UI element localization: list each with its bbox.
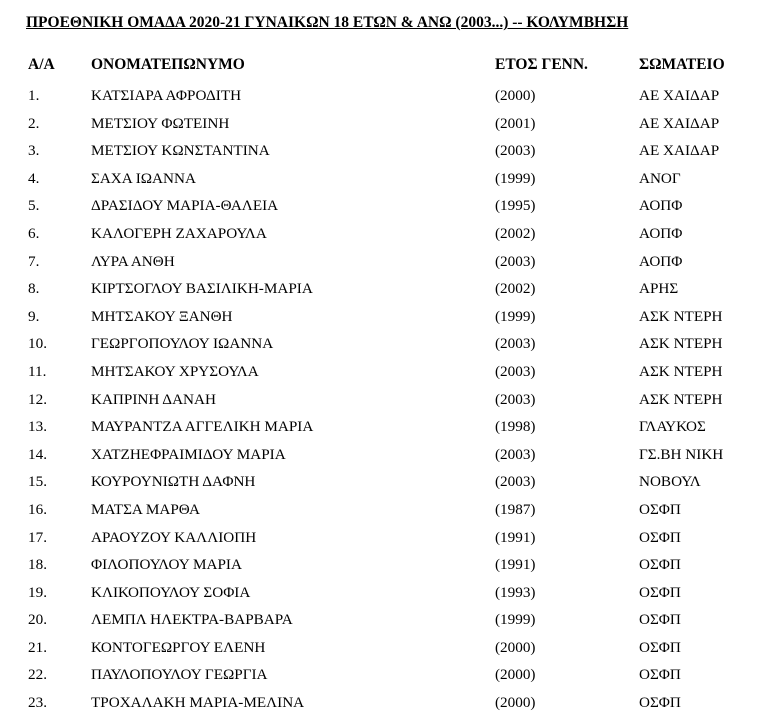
row-number: 7.: [28, 252, 40, 270]
club-name: ΑΣΚ ΝΤΕΡΗ: [639, 335, 723, 353]
birth-year: (2001): [495, 114, 536, 132]
column-header-club: ΣΩΜΑΤΕΙΟ: [639, 56, 725, 73]
athlete-name: ΜΕΤΣΙΟΥ ΚΩΝΣΤΑΝΤΙΝΑ: [91, 142, 270, 160]
column-header-year: ΕΤΟΣ ΓΕΝΝ.: [495, 56, 588, 73]
athlete-name: ΚΙΡΤΣΟΓΛΟΥ ΒΑΣΙΛΙΚΗ-ΜΑΡΙΑ: [91, 280, 313, 298]
row-number: 10.: [28, 335, 47, 353]
row-number: 6.: [28, 224, 40, 242]
birth-year: (2003): [495, 473, 536, 491]
athlete-name: ΚΑΤΣΙΑΡΑ ΑΦΡΟΔΙΤΗ: [91, 87, 242, 104]
club-name: ΑΟΠΦ: [639, 252, 683, 270]
athlete-table-body: [0, 87, 768, 722]
athlete-name: ΜΗΤΣΑΚΟΥ ΞΑΝΘΗ: [91, 307, 233, 325]
club-name: ΟΣΦΠ: [639, 666, 681, 684]
table-row: [0, 446, 768, 474]
club-name: ΓΛΑΥΚΟΣ: [639, 418, 706, 436]
birth-year: (2000): [495, 694, 536, 712]
athlete-name: ΚΑΛΟΓΕΡΗ ΖΑΧΑΡΟΥΛΑ: [91, 224, 267, 242]
table-row: [0, 584, 768, 612]
row-number: 20.: [28, 611, 47, 629]
club-name: ΑΣΚ ΝΤΕΡΗ: [639, 362, 723, 380]
table-row: [0, 418, 768, 446]
birth-year: (1999): [495, 307, 536, 325]
table-row: [0, 142, 768, 170]
row-number: 8.: [28, 280, 40, 298]
row-number: 9.: [28, 307, 40, 325]
athlete-name: ΚΟΝΤΟΓΕΩΡΓΟΥ ΕΛΕΝΗ: [91, 638, 266, 656]
column-header-number: Α/Α: [28, 56, 55, 73]
birth-year: (1991): [495, 528, 536, 546]
club-name: ΟΣΦΠ: [639, 611, 681, 629]
athlete-name: ΚΟΥΡΟΥΝΙΩΤΗ ΔΑΦΝΗ: [91, 473, 256, 491]
birth-year: (1999): [495, 169, 536, 187]
club-name: ΟΣΦΠ: [639, 556, 681, 574]
table-row: [0, 611, 768, 639]
column-header-name: ΟΝΟΜΑΤΕΠΩΝΥΜΟ: [91, 56, 245, 73]
birth-year: (1993): [495, 583, 536, 601]
birth-year: (2002): [495, 224, 536, 242]
row-number: 3.: [28, 142, 40, 160]
athlete-name: ΜΗΤΣΑΚΟΥ ΧΡΥΣΟΥΛΑ: [91, 362, 259, 380]
table-row: [0, 666, 768, 694]
club-name: ΑΟΠΦ: [639, 224, 683, 242]
birth-year: (2003): [495, 445, 536, 463]
club-name: ΟΣΦΠ: [639, 638, 681, 656]
athlete-name: ΛΕΜΠΛ ΗΛΕΚΤΡΑ-ΒΑΡΒΑΡΑ: [91, 611, 293, 629]
row-number: 1.: [28, 87, 40, 104]
club-name: ΑΣΚ ΝΤΕΡΗ: [639, 390, 723, 408]
birth-year: (1995): [495, 197, 536, 215]
athlete-name: ΠΑΥΛΟΠΟΥΛΟΥ ΓΕΩΡΓΙΑ: [91, 666, 268, 684]
athlete-name: ΦΙΛΟΠΟΥΛΟΥ ΜΑΡΙΑ: [91, 556, 242, 574]
table-row: [0, 363, 768, 391]
birth-year: (1998): [495, 418, 536, 436]
club-name: ΑΕ ΧΑΙΔΑΡ: [639, 87, 720, 104]
row-number: 16.: [28, 500, 47, 518]
club-name: ΝΟΒΟΥΛ: [639, 473, 701, 491]
birth-year: (2002): [495, 280, 536, 298]
club-name: ΟΣΦΠ: [639, 694, 681, 712]
table-row: [0, 501, 768, 529]
row-number: 19.: [28, 583, 47, 601]
table-row: [0, 280, 768, 308]
table-row: [0, 197, 768, 225]
birth-year: (2003): [495, 362, 536, 380]
row-number: 17.: [28, 528, 47, 546]
club-name: ΑΕ ΧΑΙΔΑΡ: [639, 142, 720, 160]
row-number: 13.: [28, 418, 47, 436]
club-name: ΓΣ.ΒΗ ΝΙΚΗ: [639, 445, 724, 463]
table-row: [0, 391, 768, 419]
athlete-name: ΛΥΡΑ ΑΝΘΗ: [91, 252, 175, 270]
athlete-name: ΜΑΤΣΑ ΜΑΡΘΑ: [91, 500, 200, 518]
table-header: [0, 56, 768, 76]
birth-year: (2003): [495, 390, 536, 408]
table-row: [0, 115, 768, 143]
document-title: ΠΡΟΕΘΝΙΚΗ ΟΜΑΔΑ 2020-21 ΓΥΝΑΙΚΩΝ 18 ΕΤΩΝ & ΑΝΩ (2003...) -- ΚΟΛΥΜΒΗΣΗ: [26, 14, 629, 31]
athlete-name: ΜΕΤΣΙΟΥ ΦΩΤΕΙΝΗ: [91, 114, 230, 132]
row-number: 18.: [28, 556, 47, 574]
athlete-name: ΣΑΧΑ ΙΩΑΝΝΑ: [91, 169, 196, 187]
birth-year: (2003): [495, 252, 536, 270]
club-name: ΑΡΗΣ: [639, 280, 679, 298]
athlete-name: ΤΡΟΧΑΛΑΚΗ ΜΑΡΙΑ-ΜΕΛΙΝΑ: [91, 694, 305, 712]
club-name: ΑΕ ΧΑΙΔΑΡ: [639, 114, 720, 132]
athlete-name: ΔΡΑΣΙΔΟΥ ΜΑΡΙΑ-ΘΑΛΕΙΑ: [91, 197, 279, 215]
birth-year: (2000): [495, 638, 536, 656]
table-row: [0, 253, 768, 281]
row-number: 15.: [28, 473, 47, 491]
club-name: ΟΣΦΠ: [639, 528, 681, 546]
table-row: [0, 308, 768, 336]
athlete-name: ΜΑΥΡΑΝΤΖΑ ΑΓΓΕΛΙΚΗ ΜΑΡΙΑ: [91, 418, 314, 436]
athlete-name: ΧΑΤΖΗΕΦΡΑΙΜΙΔΟΥ ΜΑΡΙΑ: [91, 445, 286, 463]
table-row: [0, 170, 768, 198]
club-name: ΑΣΚ ΝΤΕΡΗ: [639, 307, 723, 325]
club-name: ΟΣΦΠ: [639, 500, 681, 518]
row-number: 4.: [28, 169, 40, 187]
athlete-name: ΓΕΩΡΓΟΠΟΥΛΟΥ ΙΩΑΝΝΑ: [91, 335, 274, 353]
birth-year: (2003): [495, 142, 536, 160]
athlete-name: ΚΛΙΚΟΠΟΥΛΟΥ ΣΟΦΙΑ: [91, 583, 251, 601]
birth-year: (2000): [495, 87, 536, 104]
row-number: 23.: [28, 694, 47, 712]
table-row: [0, 529, 768, 557]
table-row: [0, 639, 768, 667]
club-name: ΟΣΦΠ: [639, 583, 681, 601]
birth-year: (2000): [495, 666, 536, 684]
table-row: [0, 556, 768, 584]
table-row: [0, 87, 768, 115]
row-number: 5.: [28, 197, 40, 215]
table-row: [0, 225, 768, 253]
athlete-name: ΑΡΑΟΥΖΟΥ ΚΑΛΛΙΟΠΗ: [91, 528, 257, 546]
row-number: 22.: [28, 666, 47, 684]
table-row: [0, 335, 768, 363]
birth-year: (1991): [495, 556, 536, 574]
table-row: [0, 694, 768, 722]
row-number: 2.: [28, 114, 40, 132]
row-number: 12.: [28, 390, 47, 408]
birth-year: (1987): [495, 500, 536, 518]
club-name: ΑΟΠΦ: [639, 197, 683, 215]
birth-year: (2003): [495, 335, 536, 353]
row-number: 21.: [28, 638, 47, 656]
birth-year: (1999): [495, 611, 536, 629]
athlete-name: ΚΑΠΡΙΝΗ ΔΑΝΑΗ: [91, 390, 216, 408]
row-number: 14.: [28, 445, 47, 463]
club-name: ΑΝΟΓ: [639, 169, 681, 187]
table-row: [0, 473, 768, 501]
row-number: 11.: [28, 362, 47, 380]
